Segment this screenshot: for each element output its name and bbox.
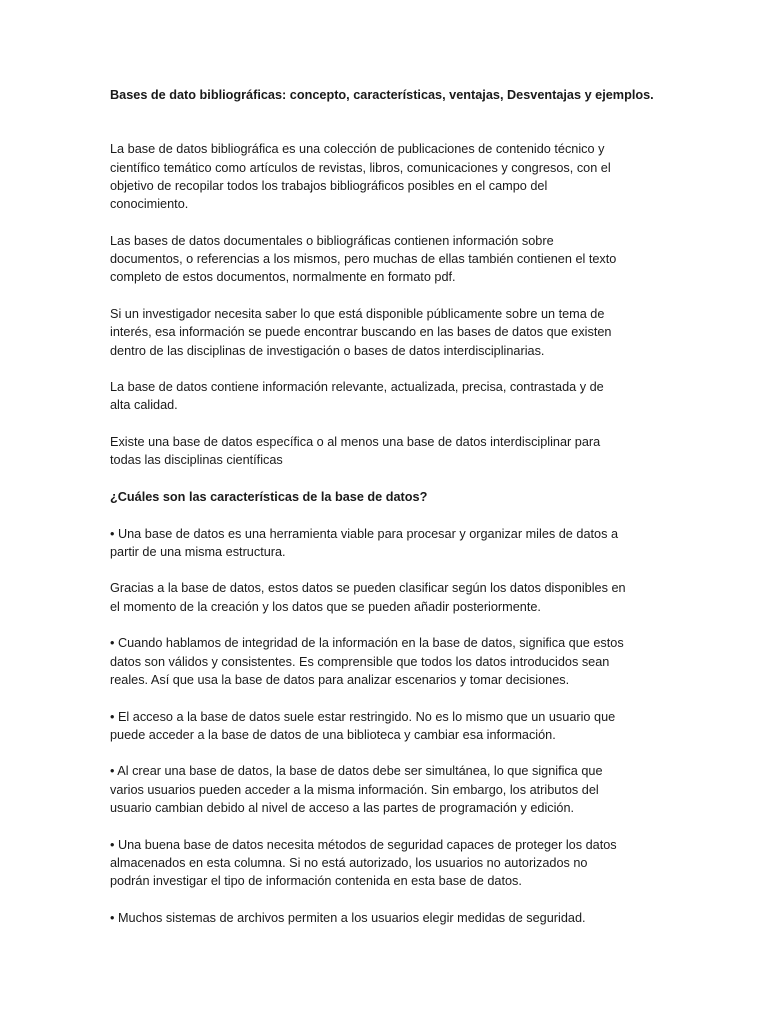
document-title: Bases de dato bibliográficas: concepto, características, ventajas, Desventajas y ejemplos. — [110, 88, 654, 102]
text-line: • Una base de datos es una herramienta viable para procesar y organizar miles de datos a — [110, 526, 619, 541]
text-line: • Una buena base de datos necesita métodos de seguridad capaces de proteger los datos — [110, 837, 617, 852]
characteristics-section — [110, 525, 670, 928]
paragraph — [110, 433, 670, 470]
text-line: Existe una base de datos específica o al menos una base de datos interdisciplinar para — [110, 435, 601, 450]
paragraph — [110, 579, 670, 616]
text-line: Si un investigador necesita saber lo que está disponible públicamente sobre un tema de — [110, 306, 605, 321]
text-line: almacenados en esta columna. Si no está autorizado, los usuarios no autorizados no — [110, 855, 588, 870]
section-heading: ¿Cuáles son las características de la base de datos? — [110, 489, 428, 504]
text-line: todas las disciplinas científicas — [110, 453, 283, 468]
text-line: datos son válidos y consistentes. Es comprensible que todos los datos introducidos sean — [110, 654, 610, 669]
text-line: dentro de las disciplinas de investigación o bases de datos interdisciplinarias. — [110, 343, 545, 358]
text-line: reales. Así que usa la base de datos para analizar escenarios y tomar decisiones. — [110, 672, 570, 687]
text-line: el momento de la creación y los datos que se pueden añadir posteriormente. — [110, 599, 541, 614]
list-item — [110, 708, 670, 745]
text-line: La base de datos bibliográfica es una colección de publicaciones de contenido técnico y — [110, 142, 605, 157]
intro-section — [110, 140, 670, 469]
text-line: conocimiento. — [110, 197, 189, 212]
text-line: podrán investigar el tipo de información contenida en esta base de datos. — [110, 874, 522, 889]
text-line: La base de datos contiene información relevante, actualizada, precisa, contrastada y de — [110, 380, 604, 395]
text-line: partir de una misma estructura. — [110, 544, 286, 559]
paragraph — [110, 378, 670, 415]
text-line: • Al crear una base de datos, la base de datos debe ser simultánea, lo que significa que — [110, 764, 603, 779]
list-item — [110, 909, 670, 927]
text-line: alta calidad. — [110, 398, 178, 413]
text-line: varios usuarios pueden acceder a la misma información. Sin embargo, los atributos del — [110, 782, 599, 797]
text-line: usuario cambian debido al nivel de acceso a las partes de programación y edición. — [110, 800, 575, 815]
text-line: científico temático como artículos de revistas, libros, comunicaciones y congresos, con el — [110, 160, 611, 175]
document-page — [110, 86, 670, 945]
text-line: interés, esa información se puede encontrar buscando en las bases de datos que existen — [110, 325, 612, 340]
paragraph — [110, 305, 670, 360]
list-item — [110, 836, 670, 891]
text-line: Gracias a la base de datos, estos datos se pueden clasificar según los datos disponibles en — [110, 581, 626, 596]
text-line: Las bases de datos documentales o bibliográficas contienen información sobre — [110, 233, 554, 248]
paragraph — [110, 140, 670, 213]
text-line: objetivo de recopilar todos los trabajos bibliográficos posibles en el campo del — [110, 178, 548, 193]
text-line: • Muchos sistemas de archivos permiten a los usuarios elegir medidas de seguridad. — [110, 910, 586, 925]
paragraph — [110, 232, 670, 287]
text-line: • Cuando hablamos de integridad de la información en la base de datos, significa que estos — [110, 636, 624, 651]
list-item — [110, 634, 670, 689]
text-line: • El acceso a la base de datos suele estar restringido. No es lo mismo que un usuario que — [110, 709, 616, 724]
text-line: puede acceder a la base de datos de una biblioteca y cambiar esa información. — [110, 727, 556, 742]
list-item — [110, 525, 670, 562]
text-line: documentos, o referencias a los mismos, pero muchas de ellas también contienen el texto — [110, 252, 617, 267]
text-line: completo de estos documentos, normalmente en formato pdf. — [110, 270, 456, 285]
list-item — [110, 762, 670, 817]
